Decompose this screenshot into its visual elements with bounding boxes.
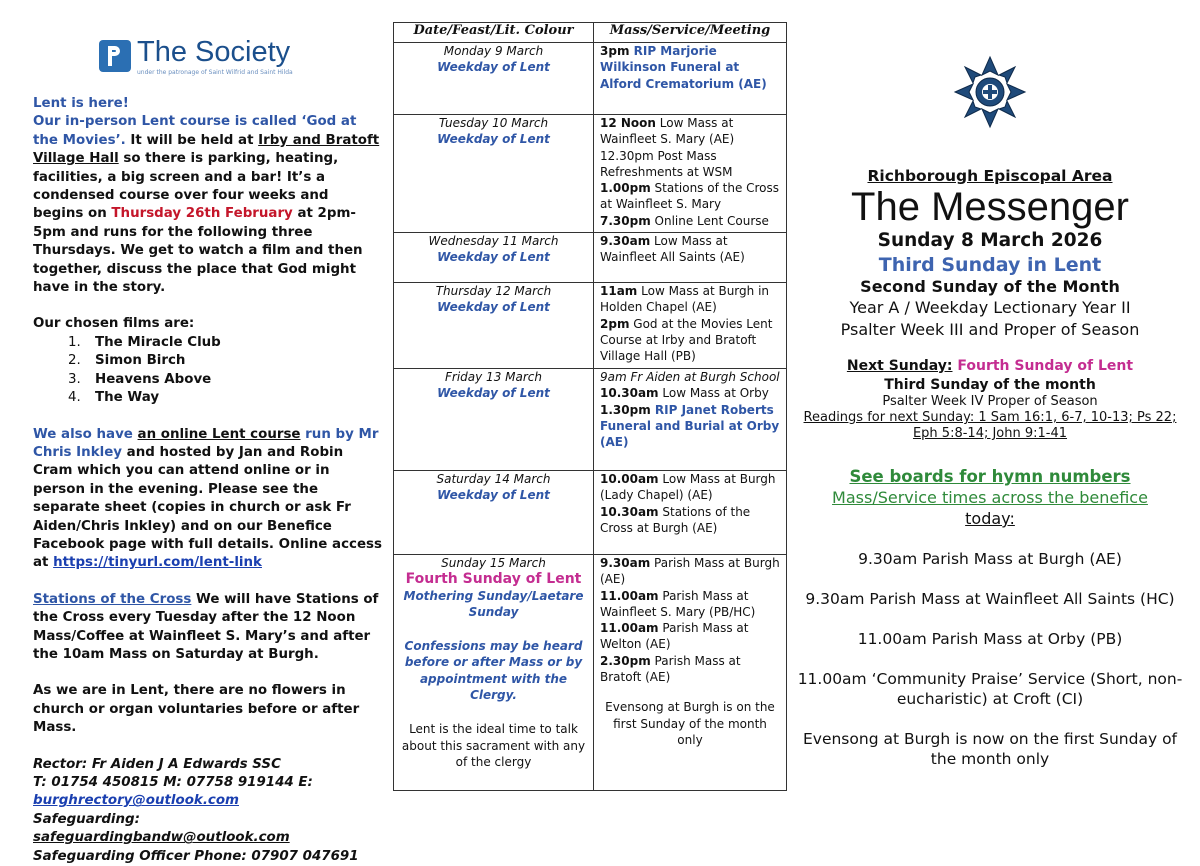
course-paragraph xyxy=(33,113,383,297)
next-sunday-of-month: Third Sunday of the month xyxy=(884,377,1096,393)
safeguarding-line: Safeguarding: safeguardingbandw@outlook.com xyxy=(33,811,290,846)
feast-label: Weekday of Lent xyxy=(437,60,550,75)
society-logo xyxy=(99,36,383,77)
sunday-of-month: Second Sunday of the Month xyxy=(860,277,1120,296)
course-start: Thursday 26th February xyxy=(111,206,293,222)
day-label: Tuesday 10 March xyxy=(438,116,549,130)
stations-paragraph: Stations of the Cross We will have Stations of the Cross every Tuesday after the 12 Noon Mass/Coffee at Wainfleet S. Mary’s and after the 10am Mass on Saturday at Burgh. xyxy=(33,591,379,662)
online-leader: Mr Chris Inkley xyxy=(33,426,379,460)
rector-line: Rector: Fr Aiden J A Edwards SSC xyxy=(33,756,281,772)
hymn-notice: See boards for hymn numbers xyxy=(849,467,1131,486)
list-item: 2. Simon Birch xyxy=(85,352,383,370)
table-row: Sunday 15 March Fourth Sunday of Lent Mothering Sunday/Laetare Sunday Confessions may be heard before or after Mass or by appointment with the Clergy. Lent is the ideal time to talk about this sacrament with any of the clergy 9.30am Parish Mass at Burgh (AE) 11.00am Parish Mass at Wainfleet S. Mary (PB/HC) 11.00am Parish Mass at Welton (AE) 2.30pm Parish Mass at Bratoft (AE) Evensong at Burgh is on the first Sunday of the month only xyxy=(394,555,787,791)
day-label: Wednesday 11 March xyxy=(428,234,559,248)
course-intro: Our in-person Lent course is called ‘God at the Movies’. xyxy=(33,114,357,148)
lectionary-year: Year A / Weekday Lectionary Year II xyxy=(849,298,1131,317)
header-mass: Mass/Service/Meeting xyxy=(594,23,787,43)
feast-label: Fourth Sunday of Lent xyxy=(405,571,582,588)
header-date: Date/Feast/Lit. Colour xyxy=(394,23,594,43)
list-item: 9.30am Parish Mass at Burgh (AE) xyxy=(858,550,1122,568)
online-course-name: an online Lent course xyxy=(137,426,301,442)
table-row: Friday 13 March Weekday of Lent 9am Fr Aiden at Burgh School 10.30am Low Mass at Orby 1.30pm RIP Janet Roberts Funeral and Burial at Orby (AE) xyxy=(394,369,787,471)
list-item: 3. Heavens Above xyxy=(85,371,383,389)
next-readings: Readings for next Sunday: 1 Sam 16:1, 6-7, 10-13; Ps 22; Eph 5:8-14; John 9:1-41 xyxy=(803,410,1177,441)
course-body-1: It will be held at xyxy=(125,132,259,148)
online-paragraph: We also have an online Lent course run by Mr Chris Inkley and hosted by Jan and Robin Cram which you can attend online or in person in the evening. Please see the separate sheet (copies in church or ask Fr Aiden/Chris Inkley) and on our Benefice Facebook page with full details. Online access at https://tinyurl.com/lent-link xyxy=(33,426,382,571)
safeguarding-email-link[interactable]: safeguardingbandw@outlook.com xyxy=(33,830,290,846)
right-column xyxy=(795,55,1185,769)
day-label: Saturday 14 March xyxy=(436,472,551,486)
day-label: Friday 13 March xyxy=(445,370,542,384)
left-column xyxy=(33,36,383,866)
issue-date: Sunday 8 March 2026 xyxy=(877,230,1103,251)
table-row: Tuesday 10 March Weekday of Lent 12 Noon Low Mass at Wainfleet S. Mary (AE) 12.30pm Post Mass Refreshments at WSM 1.00pm Stations of the Cross at Wainfleet S. Mary 7.30pm Online Lent Course xyxy=(394,115,787,233)
list-item: Evensong at Burgh is now on the first Sunday of the month only xyxy=(802,730,1178,768)
table-row: Thursday 12 March Weekday of Lent 11am Low Mass at Burgh in Holden Chapel (AE) 2pm God at the Movies Lent Course at Irby and Bratoft Village Hall (PB) xyxy=(394,283,787,369)
list-item: 11.00am Parish Mass at Orby (PB) xyxy=(857,630,1123,648)
society-emblem-icon xyxy=(99,40,131,72)
phone-line: T: 01754 450815 M: 07758 919144 E: xyxy=(33,775,313,790)
feast-label: Weekday of Lent xyxy=(437,300,550,315)
confession-note: Confessions may be heard before or after Mass or by appointment with the Clergy. xyxy=(404,639,583,703)
list-item: 4. The Way xyxy=(85,389,383,407)
weekly-schedule-table xyxy=(393,22,787,791)
online-access-link[interactable]: https://tinyurl.com/lent-link xyxy=(53,555,262,571)
flowers-notice: As we are in Lent, there are no flowers in church or organ voluntaries before or after Mass. xyxy=(33,683,360,736)
next-sunday: Next Sunday: Fourth Sunday of Lent xyxy=(846,358,1134,374)
safeguarding-phone: Safeguarding Officer Phone: 07907 047691 xyxy=(33,848,359,864)
evensong-note: Evensong at Burgh is on the first Sunday of the month only xyxy=(605,700,775,747)
psalter-week: Psalter Week III and Proper of Season xyxy=(840,320,1140,339)
table-row: Monday 9 March Weekday of Lent 3pm RIP Marjorie Wilkinson Funeral at Alford Crematorium (AE) xyxy=(394,43,787,115)
day-label: Sunday 15 March xyxy=(441,556,546,570)
stations-heading: Stations of the Cross xyxy=(33,591,192,607)
lent-heading: Lent is here! xyxy=(33,96,129,111)
films-list xyxy=(33,334,383,408)
logo-title: The Society xyxy=(137,36,291,68)
feast-label: Weekday of Lent xyxy=(437,386,550,401)
feast-label: Weekday of Lent xyxy=(437,250,550,265)
current-feast: Third Sunday in Lent xyxy=(878,254,1102,276)
day-label: Monday 9 March xyxy=(443,44,544,58)
benefice-times-heading: Mass/Service times across the benefice xyxy=(832,488,1148,507)
films-heading: Our chosen films are: xyxy=(33,316,195,332)
list-item: 9.30am Parish Mass at Wainfleet All Saints (HC) xyxy=(805,590,1175,608)
feast-label: Weekday of Lent xyxy=(437,132,550,147)
lent-sacrament-note: Lent is the ideal time to talk about this sacrament with any of the clergy xyxy=(401,722,586,769)
diocesan-cross-icon xyxy=(953,55,1027,129)
episcopal-area: Richborough Episcopal Area xyxy=(867,167,1113,185)
feast-label: Weekday of Lent xyxy=(437,488,550,503)
list-item: 1. The Miracle Club xyxy=(85,334,383,352)
today-label: today: xyxy=(965,509,1015,528)
table-row: Saturday 14 March Weekday of Lent 10.00am Low Mass at Burgh (Lady Chapel) (AE) 10.30am Stations of the Cross at Burgh (AE) xyxy=(394,471,787,555)
day-label: Thursday 12 March xyxy=(435,284,552,298)
table-row: Wednesday 11 March Weekday of Lent 9.30am Low Mass at Wainfleet All Saints (AE) xyxy=(394,233,787,283)
table-header-row xyxy=(394,23,787,43)
course-body-2: so there is parking, heating, facilities, a big screen and a bar! It’s a condensed course over four weeks and begins on xyxy=(33,151,339,222)
newsletter-title: The Messenger xyxy=(851,185,1129,229)
rector-email-link[interactable]: burghrectory@outlook.com xyxy=(33,793,239,809)
next-psalter: Psalter Week IV Proper of Season xyxy=(882,394,1098,409)
subfeast-label: Mothering Sunday/Laetare Sunday xyxy=(403,588,584,619)
logo-subtitle: under the patronage of Saint Wilfrid and Saint Hilda xyxy=(137,69,293,76)
course-body-3: at 2pm-5pm and runs for the following three Thursdays. We get to watch a film and then together, discuss the place that God might have in the story. xyxy=(33,206,363,296)
course-venue: Irby and Bratoft Village Hall xyxy=(33,132,380,167)
list-item: 11.00am ‘Community Praise’ Service (Short, non-eucharistic) at Croft (CI) xyxy=(797,670,1183,708)
